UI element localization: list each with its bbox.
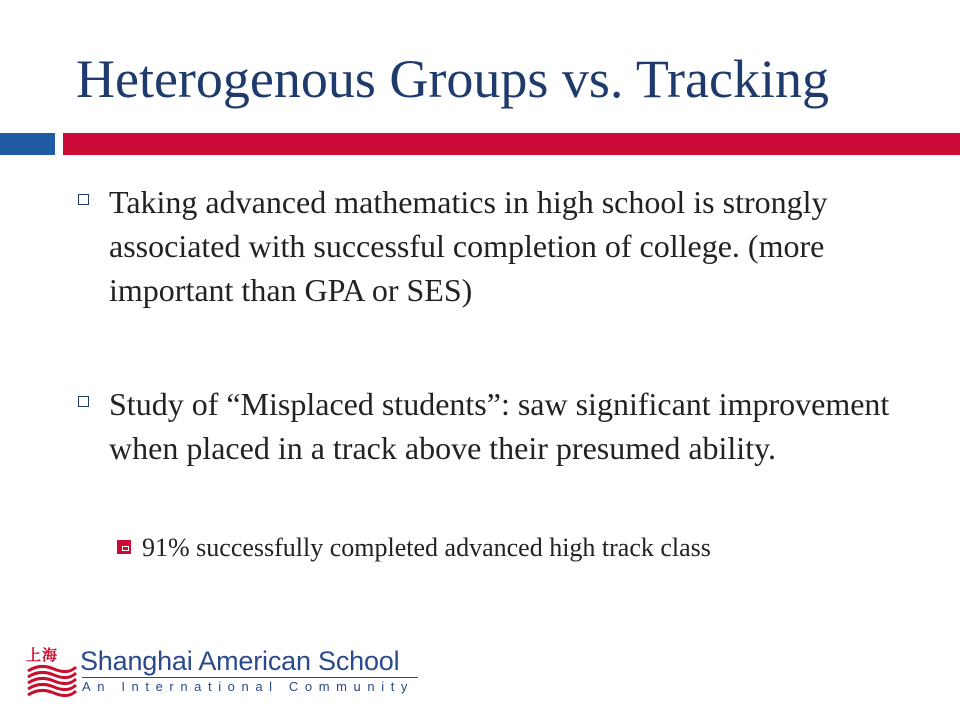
flag-stripes-icon: [26, 661, 78, 699]
filled-square-bullet-icon: [117, 540, 131, 554]
square-bullet-icon: [78, 194, 89, 205]
sub-bullet-text: 91% successfully completed advanced high track class: [142, 533, 711, 562]
school-logo: [26, 643, 426, 699]
logo-school-name: Shanghai American School: [80, 646, 400, 676]
title-rule-red: [63, 133, 960, 155]
logo-divider: [82, 677, 418, 678]
bullet-text: Taking advanced mathematics in high school is strongly associated with successful completion of college. (more important than GPA or SES): [109, 184, 828, 308]
title-rule-blue: [0, 133, 55, 155]
bullet-text: Study of “Misplaced students”: saw significant improvement when placed in a track above their presumed ability.: [109, 386, 890, 466]
square-bullet-icon: [78, 396, 89, 407]
logo-chinese-text: 上海: [26, 646, 59, 664]
slide-title: Heterogenous Groups vs. Tracking: [76, 49, 829, 109]
logo-tagline: An International Community: [82, 679, 415, 694]
